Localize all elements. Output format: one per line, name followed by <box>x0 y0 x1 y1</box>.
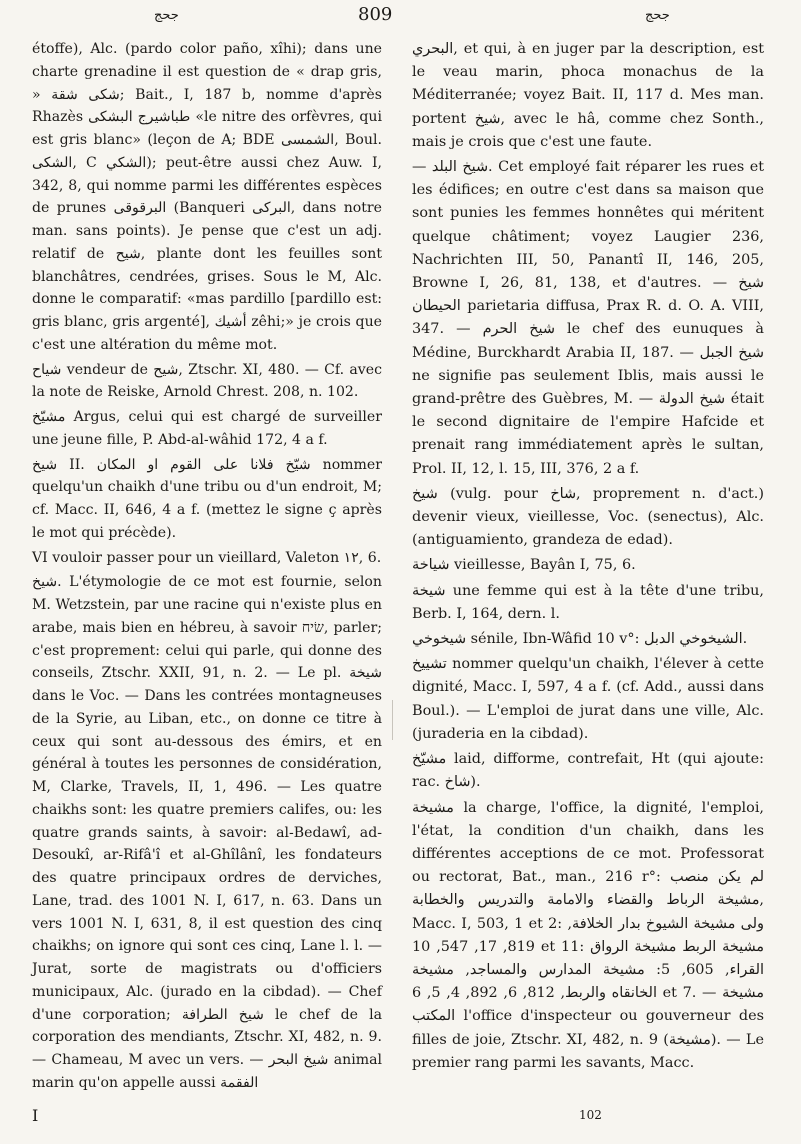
entry-paragraph: شيخ (vulg. pour شاخ, proprement n. d'act.) devenir vieux, vieillesse, Voc. (senectus), Alc. (antiguamiento, grandeza de edad). <box>412 485 764 549</box>
running-header-right: جحج <box>645 8 670 23</box>
entry-paragraph: البحري, et qui, à en juger par la description, est le veau marin, phoca monachus de la Méditerranée; voyez Bait. II, 117 d. Mes man. portent شيخ, avec le hâ, comme chez Sonth., mais je crois que c'est une faute. <box>412 41 764 150</box>
running-header-left: جحج <box>154 8 179 23</box>
entry-paragraph: شيخ. L'étymologie de ce mot est fournie, selon M. Wetzstein, par une racine qui n'existe plus en arabe, mais bien en hébreu, à savoir שׂיח, parler; c'est proprement: celui qui parle, qui donne des conseils, Ztschr. XXII, 91, n. 2. — Le pl. شيخة dans le Voc. — Dans les contrées montagneuses de la Syrie, au Liban, etc., on donne ce titre à ceux qui sont au-dessous des émirs, et en général à toutes les personnes de considération, M, Clarke, Travels, II, 1, 496. — Les quatre chaikhs sont: les quatre premiers califes, ou: les quatre grands saints, à savoir: al-Bedawî, ad-Desoukî, ar-Rifâ'î et al-Ghîlânî, les fondateurs des quatre principaux ordres de derviches, Lane, trad. des 1001 N. I, 617, n. 63. Dans un vers 1001 N. I, 631, 8, il est question des cinq chaikhs; on ignore qui sont ces cinq, Lane l. l. — Jurat, sorte de magistrats ou d'officiers municipaux, Alc. (jurado en la cibdad). — Chef d'une corporation; شيخ الطرافة le chef de la corporation des mendiants, Ztschr. XI, 482, n. 9. — Chameau, M avec un vers. — شيخ البحر animal marin qu'on appelle aussi الفقمة <box>32 574 382 1091</box>
entry-paragraph: مشيخة la charge, l'office, la dignité, l'emploi, l'état, la condition d'un chaikh, dans les différentes acceptions de ce mot. Professorat ou rectorat, Bat., man., 216 r°: لم يكن منصب مشيخة الرباط والقضاء والامامة والتدريس والخطابة, Macc. I, 503, 1 et 2: ولى مشيخة الشيوخ بدار الخلافة, 819, 17, 547, 10 et 11: مشيخة الربط مشيخة الرواق القراء, 605, 5: مشيخة المدارس والمساجد, مشيخة الخانقاه والربط, 812, 6, 892, 4, 5, 6 et 7. — مشيخة المكتب l'office d'inspecteur ou gouverneur des filles de joie, Ztschr. XI, 482, n. 9 (مشيخة). — Le premier rang parmi les savants, Macc. <box>412 799 764 1071</box>
entry-paragraph: شياخة vieillesse, Bayân I, 75, 6. <box>412 557 636 574</box>
entry-paragraph: مشيّخ Argus, celui qui est chargé de surveiller une jeune fille, P. Abd-al-wâhid 172, 4 a f. <box>32 409 382 448</box>
footer-number: 102 <box>579 1108 602 1122</box>
left-column <box>32 38 382 1097</box>
entry-paragraph: شيخة une femme qui est à la tête d'une tribu, Berb. I, 164, dern. l. <box>412 582 764 622</box>
entry-paragraph: شيخ II. شيّخ فلانا على القوم او المكان nommer quelqu'un chaikh d'une tribu ou d'un endroit, M; cf. Macc. II, 646, 4 a f. (mettez le signe ç après le mot qui précède). <box>32 456 382 541</box>
signature-mark: I <box>32 1106 39 1125</box>
entry-paragraph: تشييخ nommer quelqu'un chaikh, l'élever à cette dignité, Macc. I, 597, 4 a f. (cf. Add., aussi dans Boul.). — L'emploi de jurat dans une ville, Alc. (juraderia en la cibdad). <box>412 656 764 742</box>
entry-paragraph: VI vouloir passer pour un vieillard, Valeton ١٢, 6. <box>32 549 382 566</box>
entry-paragraph: étoffe), Alc. (pardo color paño, xîhi); dans une charte grenadine il est question de « drap gris, » شكى شقة; Bait., I, 187 b, nomme d'après Rhazès طباشيرج البشكى «le nitre des orfèvres, qui est gris blanc» (leçon de A; BDE الشمسى, Boul. الشكى, C الشكي); peut-être aussi chez Auw. I, 342, 8, qui nomme parmi les différentes espèces de prunes البرقوقى (Banqueri البركى, dans notre man. sans points). Je pense que c'est un adj. relatif de شيح, plante dont les feuilles sont blanchâtres, cendrées, grises. Sous le M, Alc. donne le comparatif: «mas pardillo [pardillo est: gris blanc, gris argenté], أشيك zêhi;» je crois que c'est une altération du même mot. <box>32 41 383 353</box>
page-number: 809 <box>358 4 393 25</box>
column-divider <box>392 700 393 740</box>
right-column <box>412 38 764 1077</box>
entry-paragraph: مشيّخ laid, difforme, contrefait, Ht (qui ajoute: rac. شاخ). <box>412 751 764 791</box>
entry-paragraph: شيخوخي sénile, Ibn-Wâfid 10 v°: الشيخوخي الدبل. <box>412 631 748 648</box>
entry-paragraph: — شيخ البلد. Cet employé fait réparer les rues et les édifices; en outre c'est dans sa maison que sont punies les femmes honnêtes qui méritent quelque châtiment; voyez Laugier 236, Nachrichten III, 50, Panantî II, 146, 205, Browne I, 26, 81, 138, et d'autres. — شيخ الحيطان parietaria diffusa, Prax R. d. O. A. VIII, 347. — شيخ الحرم le chef des eunuques à Médine, Burckhardt Arabia II, 187. — شيخ الجبل ne signifie pas seulement Iblis, mais aussi le grand-prêtre des Guèbres, M. — شيخ الدولة était le second dignitaire de l'empire Hafcide et prenait rang immédiatement après le sultan, Prol. II, 12, l. 15, III, 376, 2 a f. <box>412 159 765 477</box>
entry-paragraph: شياح vendeur de شيح, Ztschr. XI, 480. — Cf. avec la note de Reiske, Arnold Chrest. 208, n. 102. <box>32 361 382 401</box>
